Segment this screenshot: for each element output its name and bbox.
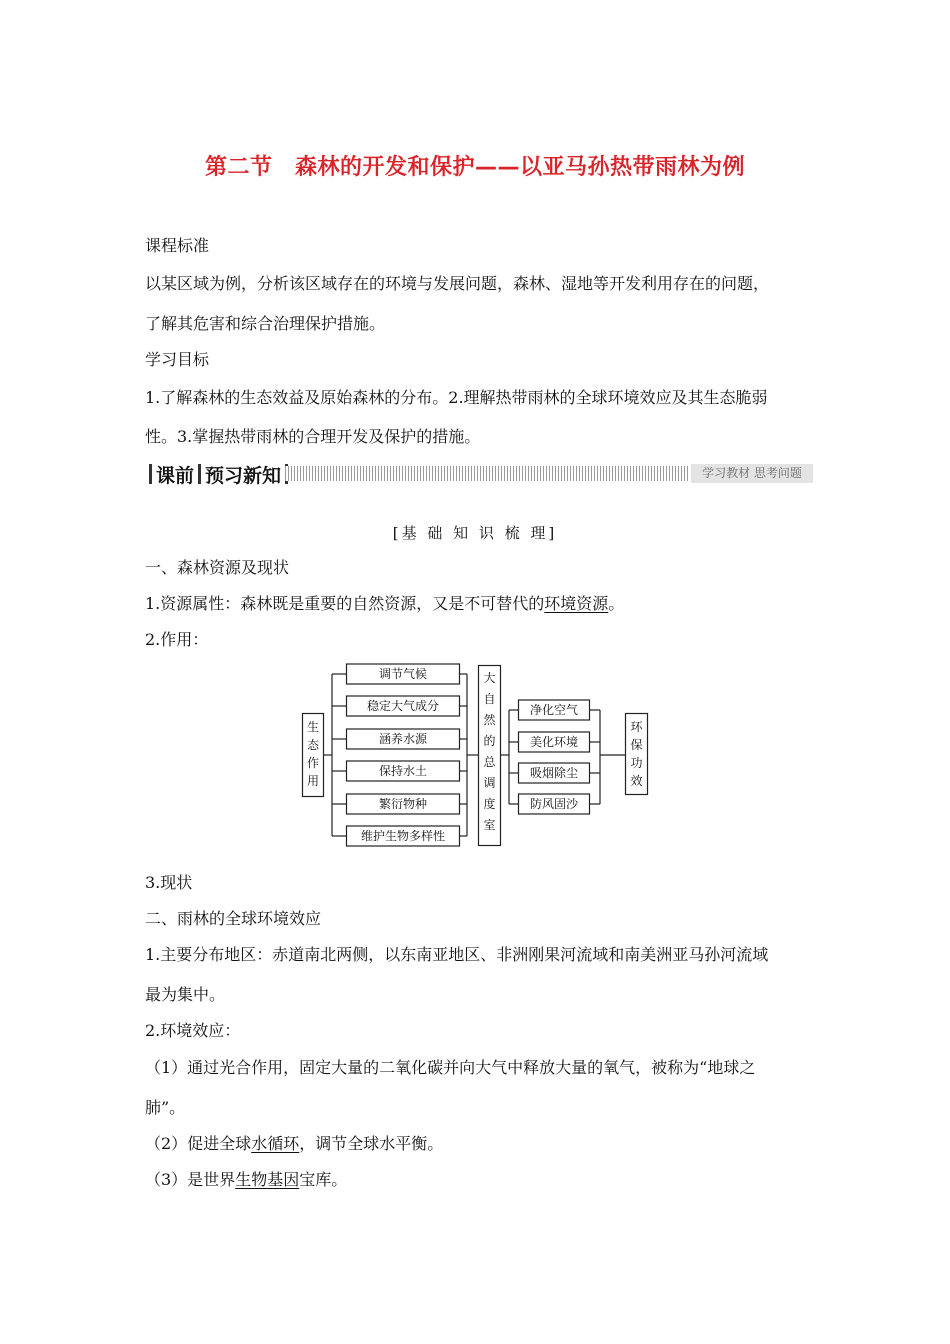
forest-function-diagram (300, 662, 660, 852)
center-label-char: 大 (483, 671, 496, 685)
s2-effect-1-line-2: 肺”。 (145, 1098, 186, 1117)
center-label-char: 度 (483, 797, 496, 811)
right-item-label: 吸烟除尘 (529, 766, 579, 780)
s2-effect-1-line-1: （1）通过光合作用，固定大量的二氧化碳并向大气中释放大量的氧气，被称为“地球之 (145, 1058, 756, 1077)
right-item-label: 防风固沙 (529, 797, 579, 811)
left-label-char: 用 (306, 774, 320, 788)
section-banner (145, 461, 813, 487)
banner-divider (149, 464, 152, 484)
s2-item-1-line-1: 1.主要分布地区：赤道南北两侧，以东南亚地区、非洲刚果河流域和南美洲亚马孙河流域 (145, 945, 769, 964)
goals-line-2: 性。3.掌握热带雨林的合理开发及保护的措施。 (145, 427, 481, 446)
center-label-char: 的 (483, 734, 496, 748)
s2-item-2: 2.环境效应： (145, 1021, 241, 1040)
s1-item-2: 2.作用： (145, 630, 209, 649)
curriculum-line-1: 以某区域为例，分析该区域存在的环境与发展问题，森林、湿地等开发利用存在的问题， (145, 274, 770, 293)
vertical-labels (307, 670, 644, 832)
s2-effect-3-answer: 生物基因 (235, 1170, 300, 1189)
middle-boxes (347, 664, 460, 846)
s2-effect-2-answer: 水循环 (251, 1134, 300, 1153)
left-label-char: 作 (306, 756, 320, 770)
far-label-char: 功 (630, 756, 643, 770)
middle-item-label: 繁衍物种 (378, 797, 428, 811)
s1-item-3: 3.现状 (145, 873, 193, 892)
far-label-char: 保 (630, 738, 643, 752)
banner-tag: 学习教材 思考问题 (691, 464, 813, 483)
s1-heading: 一、森林资源及现状 (145, 558, 290, 577)
right-item-label: 美化环境 (529, 735, 579, 749)
s1-item-1-end: 。 (608, 594, 625, 613)
middle-item-label: 涵养水源 (378, 732, 428, 746)
left-label-char: 生 (306, 720, 320, 734)
center-label-char: 然 (483, 713, 496, 727)
middle-item-label: 维护生物多样性 (360, 829, 446, 843)
center-label-char: 调 (483, 776, 496, 790)
far-label-char: 环 (630, 720, 643, 734)
middle-item-label: 调节气候 (378, 667, 428, 681)
banner-label (145, 461, 292, 487)
banner-divider (198, 464, 201, 484)
banner-part-2: 预习新知 (205, 464, 282, 487)
s2-heading: 二、雨林的全球环境效应 (145, 909, 322, 928)
s2-effect-3-end: 宝库。 (299, 1170, 348, 1189)
s2-effect-2 (145, 1134, 443, 1154)
page-title: 第二节 森林的开发和保护——以亚马孙热带雨林为例 (204, 155, 745, 180)
banner-stripes (285, 466, 689, 481)
s2-effect-2-end: ，调节全球水平衡。 (299, 1134, 444, 1153)
curriculum-line-2: 了解其危害和综合治理保护措施。 (145, 314, 386, 333)
section-heading: [基 础 知 识 梳 理] (392, 524, 558, 542)
s2-item-1-line-2: 最为集中。 (145, 985, 226, 1004)
s1-item-1 (145, 594, 624, 614)
s2-effect-3-text: （3）是世界 (145, 1170, 236, 1189)
middle-item-label: 保持水土 (378, 764, 428, 778)
s2-effect-2-text: （2）促进全球 (145, 1134, 252, 1153)
right-boxes (519, 700, 590, 814)
center-label-char: 室 (483, 818, 496, 832)
center-label-char: 总 (483, 755, 496, 769)
curriculum-heading: 课程标准 (145, 236, 210, 255)
center-label-char: 自 (483, 692, 496, 706)
s1-item-1-answer: 环境资源 (544, 594, 609, 613)
s1-item-1-text: 1.资源属性：森林既是重要的自然资源，又是不可替代的 (145, 594, 545, 613)
right-item-label: 净化空气 (529, 703, 579, 717)
goals-line-1: 1.了解森林的生态效益及原始森林的分布。2.理解热带雨林的全球环境效应及其生态脆弱 (145, 388, 768, 407)
far-label-char: 效 (630, 774, 643, 788)
s2-effect-3 (145, 1170, 347, 1190)
banner-part-1: 课前 (156, 464, 195, 487)
left-label-char: 态 (306, 738, 320, 752)
middle-item-label: 稳定大气成分 (366, 699, 440, 713)
goals-heading: 学习目标 (145, 350, 210, 369)
